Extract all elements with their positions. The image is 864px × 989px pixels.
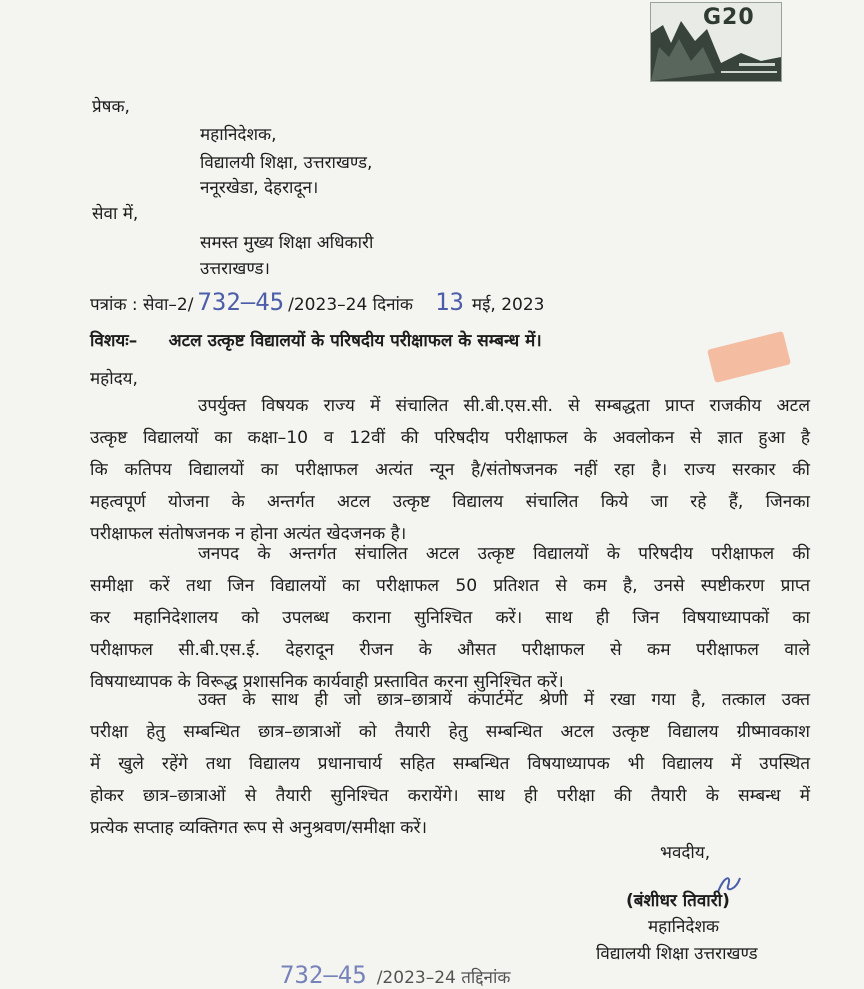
- paragraph-line: होकर छात्र–छात्राओं से तैयारी सुनिश्चित करायेंगे। साथ ही परीक्षा की तैयारी के सम्बन्ध में: [90, 786, 810, 806]
- signatory-department: विद्यालयी शिक्षा उत्तराखण्ड: [596, 944, 758, 964]
- paragraph-line: परीक्षाफल सी.बी.एस.ई. देहरादून रीजन के औसत परीक्षाफल से कम परीक्षाफल वाले: [90, 640, 810, 660]
- subject-line: [90, 330, 542, 352]
- g20-logo-text: G20: [703, 5, 755, 30]
- sender-designation: महानिदेशक,: [200, 125, 277, 145]
- g20-logo: [650, 2, 782, 82]
- paragraph-line: विषयाध्यापक के विरूद्ध प्रशासनिक कार्यवाही प्रस्तावित करना सुनिश्चित करें।: [90, 672, 564, 692]
- paragraph-line: में खुले रहेंगे तथा विद्यालय प्रधानाचार्य सहित सम्बन्धित विषयाध्यापक भी विद्यालय में उपस्थित: [90, 754, 810, 774]
- paragraph-line: प्रत्येक सप्ताह व्यक्तिगत रूप से अनुश्रवण/समीक्षा करें।: [90, 818, 427, 838]
- valediction: भवदीय,: [660, 843, 711, 863]
- reference-handwritten-day: 13: [435, 288, 464, 316]
- recipient-state: उत्तराखण्ड।: [200, 259, 270, 279]
- body-paragraph-3: [90, 684, 810, 844]
- signatory-name: (बंशीधर तिवारी): [626, 891, 730, 911]
- highlight-mark: [707, 331, 791, 383]
- salutation: महोदय,: [90, 369, 138, 389]
- subject-text: अटल उत्कृष्ट विद्यालयों के परिषदीय परीक्षाफल के सम्बन्ध में।: [168, 331, 542, 351]
- reference-prefix: पत्रांक : सेवा–2/: [90, 295, 194, 315]
- paragraph-line: परीक्षा हेतु सम्बन्धित छात्र–छात्राओं को तैयारी हेतु सम्बन्धित अटल उत्कृष्ट विद्यालय ग्रीष्मावकाश: [90, 722, 810, 742]
- paragraph-line: कर महानिदेशालय को उपलब्ध कराना सुनिश्चित करें। साथ ही जिन विषयाध्यापकों का: [90, 608, 810, 628]
- paragraph-line: समीक्षा करें तथा जिन विद्यालयों का परीक्षाफल 50 प्रतिशत से कम है, उनसे स्पष्टीकरण प्राप्त: [90, 576, 810, 596]
- sender-department: विद्यालयी शिक्षा, उत्तराखण्ड,: [200, 153, 373, 173]
- recipient-name: समस्त मुख्य शिक्षा अधिकारी: [200, 233, 374, 253]
- paragraph-line: उपर्युक्त विषयक राज्य में संचालित सी.बी.एस.सी. से सम्बद्धता प्राप्त राजकीय अटल: [198, 396, 810, 416]
- sender-label: प्रेषक,: [92, 97, 130, 117]
- paragraph-line: उक्त के साथ ही जो छात्र–छात्रायें कंपार्टमेंट श्रेणी में रखा गया है, तत्काल उक्त: [198, 690, 810, 710]
- reference-month-year: मई, 2023: [471, 295, 545, 315]
- subject-label: विशयः–: [90, 331, 138, 351]
- reference-line: [90, 288, 545, 316]
- sender-address: ननूरखेडा, देहरादून।: [200, 178, 319, 198]
- footer-handwritten-number: 732–45: [280, 961, 367, 989]
- footer-fragment-text: /2023–24 तद्दिनांक: [376, 968, 511, 988]
- reference-year: /2023–24 दिनांक: [288, 295, 413, 315]
- footer-reference-fragment: [280, 961, 511, 989]
- recipient-label: सेवा में,: [92, 204, 139, 224]
- paragraph-line: जनपद के अन्तर्गत संचालित अटल उत्कृष्ट विद्यालयों के परिषदीय परीक्षाफल की: [198, 544, 810, 564]
- paragraph-line: कि कतिपय विद्यालयों का परीक्षाफल अत्यंत न्यून है/संतोषजनक नहीं रहा है। राज्य सरकार की: [90, 460, 810, 480]
- signatory-designation: महानिदेशक: [648, 917, 720, 937]
- body-paragraph-1: [90, 390, 810, 550]
- paragraph-line: परीक्षाफल संतोषजनक न होना अत्यंत खेदजनक है।: [90, 524, 407, 544]
- paragraph-line: उत्कृष्ट विद्यालयों का कक्षा–10 व 12वीं की परिषदीय परीक्षाफल के अवलोकन से ज्ञात हुआ है: [90, 428, 810, 448]
- body-paragraph-2: [90, 538, 810, 698]
- paragraph-line: महत्वपूर्ण योजना के अन्तर्गत अटल उत्कृष्ट विद्यालय संचालित किये जा रहे हैं, जिनका: [90, 492, 810, 512]
- reference-handwritten-number: 732–45: [197, 288, 285, 316]
